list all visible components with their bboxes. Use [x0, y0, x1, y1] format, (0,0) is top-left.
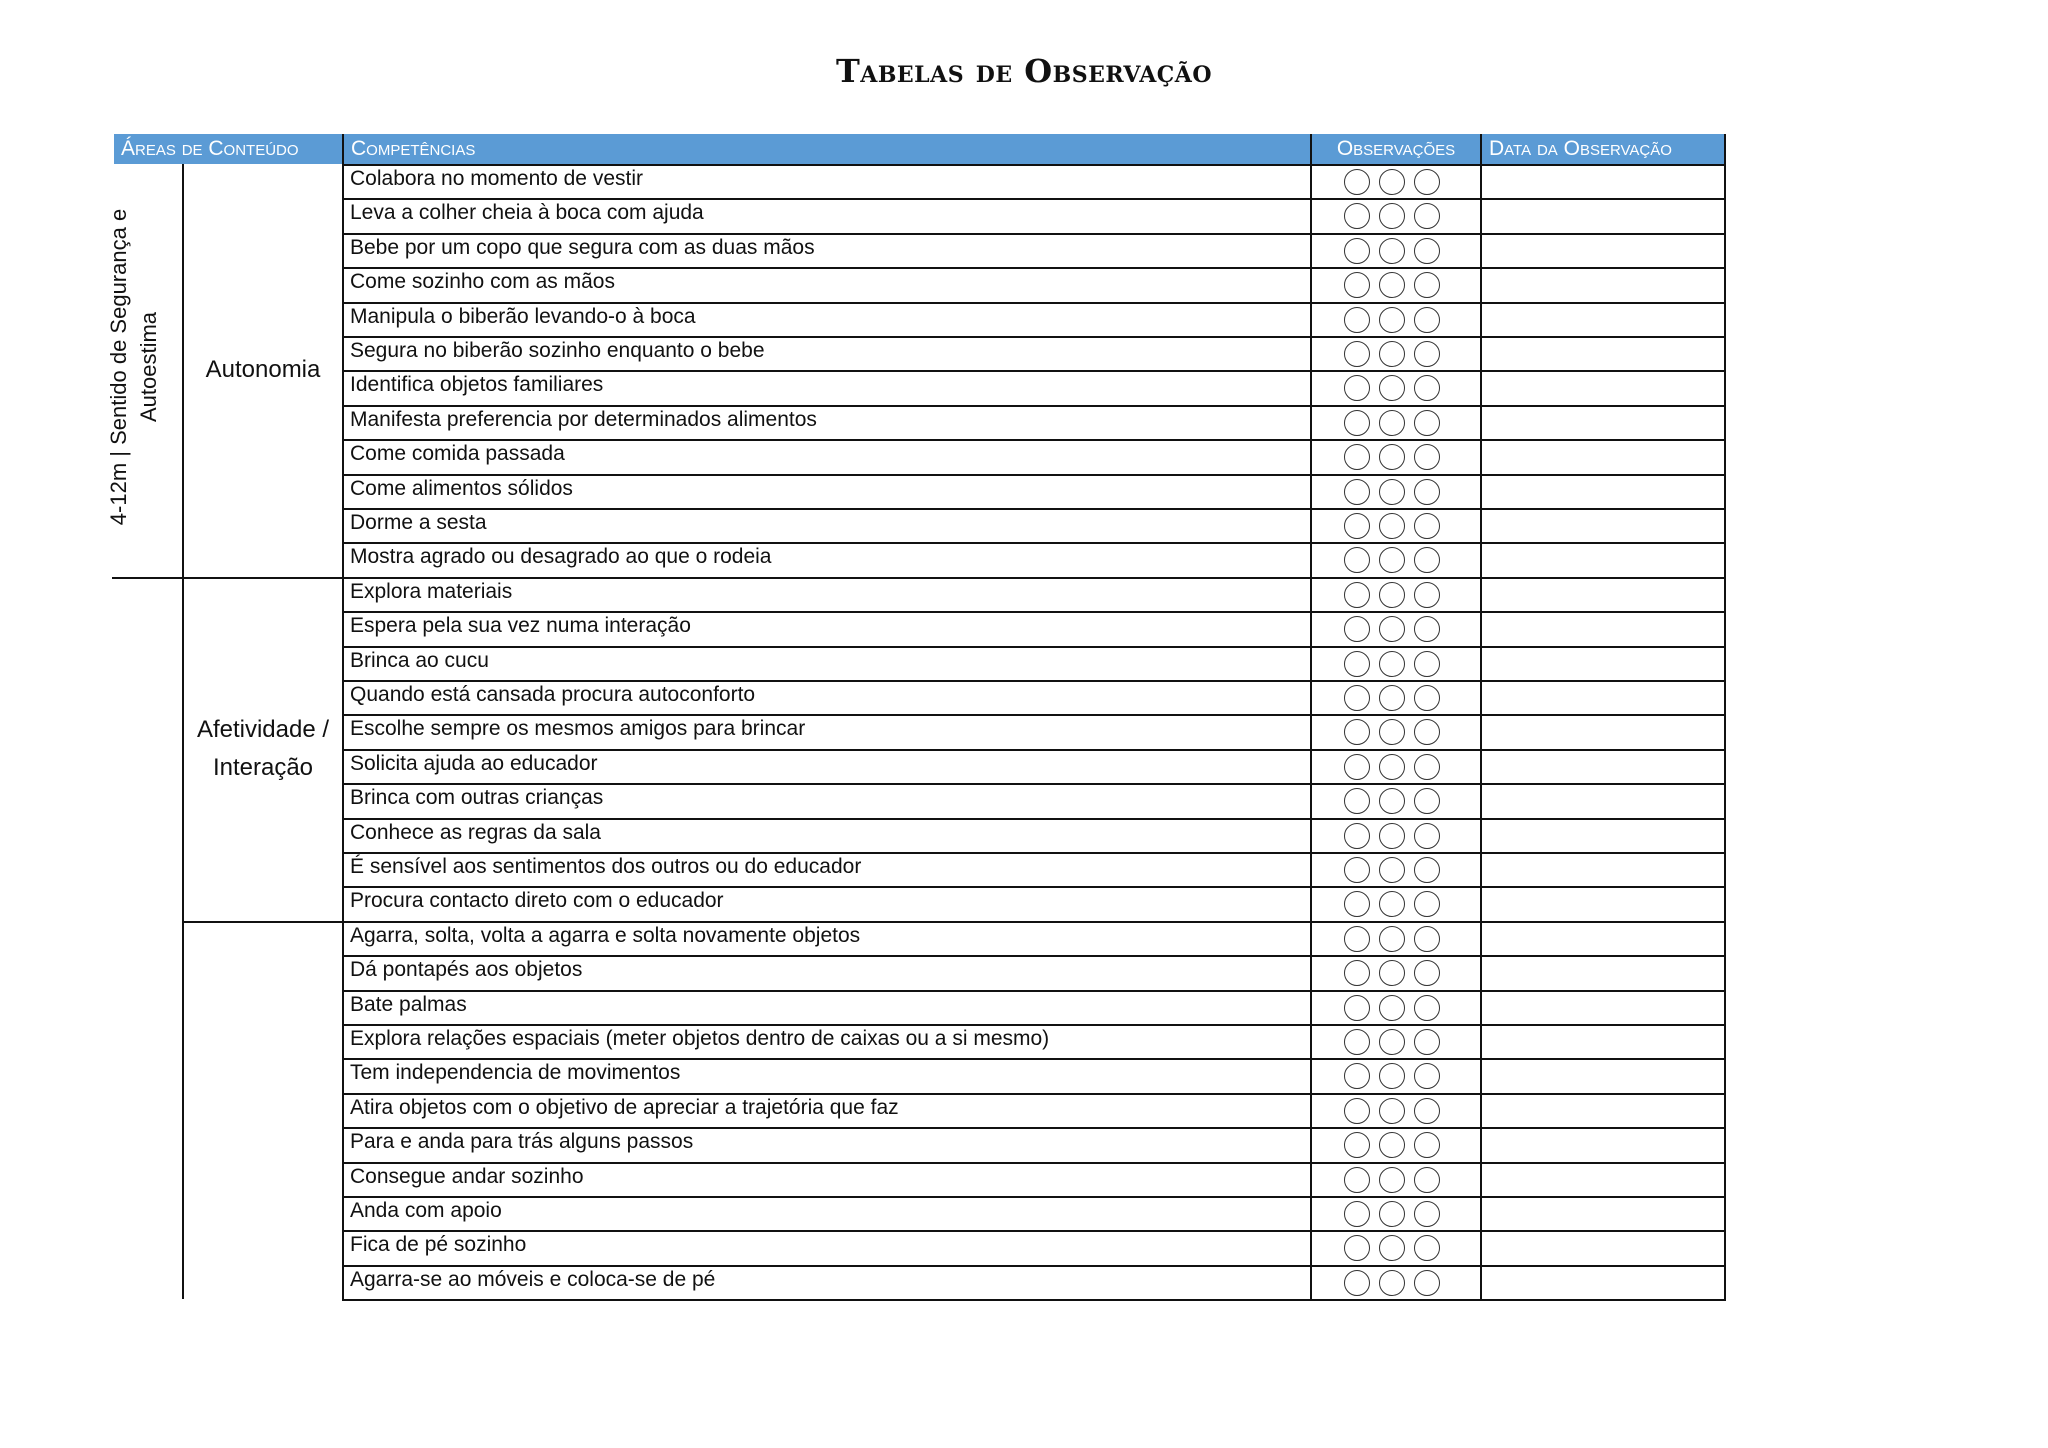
observation-radio[interactable] — [1379, 169, 1405, 195]
observation-options — [1344, 203, 1440, 229]
date-cell[interactable] — [1482, 304, 1724, 336]
observation-radio[interactable] — [1344, 685, 1370, 711]
page-title: Tabelas de Observação — [835, 52, 1213, 90]
observation-options — [1344, 960, 1440, 986]
observation-options — [1344, 857, 1440, 883]
area-line — [112, 577, 182, 579]
observation-radio[interactable] — [1414, 685, 1440, 711]
observation-radio[interactable] — [1414, 444, 1440, 470]
area-label: 4-12m | Sentido de Segurança e Autoestima — [106, 208, 161, 526]
observation-radio[interactable] — [1379, 513, 1405, 539]
date-cell[interactable] — [1482, 785, 1724, 817]
observation-radio[interactable] — [1379, 616, 1405, 642]
observation-radio[interactable] — [1414, 651, 1440, 677]
observation-radio[interactable] — [1344, 444, 1370, 470]
date-cell[interactable] — [1482, 648, 1724, 680]
observation-radio[interactable] — [1379, 444, 1405, 470]
observation-options — [1344, 1270, 1440, 1296]
observation-radio[interactable] — [1344, 203, 1370, 229]
observation-options — [1344, 616, 1440, 642]
competencia-text: Explora relações espaciais (meter objetos dentro de caixas ou a si mesmo) — [350, 1027, 1050, 1050]
competencia-text: Come alimentos sólidos — [350, 476, 573, 500]
observation-options — [1344, 788, 1440, 814]
observation-options — [1344, 547, 1440, 573]
observation-radio[interactable] — [1414, 1201, 1440, 1227]
date-cell[interactable] — [1482, 751, 1724, 783]
observation-radio[interactable] — [1414, 1167, 1440, 1193]
observation-radio[interactable] — [1414, 719, 1440, 745]
observation-radio[interactable] — [1344, 960, 1370, 986]
observation-radio[interactable] — [1344, 307, 1370, 333]
observation-radio[interactable] — [1379, 857, 1405, 883]
observation-radio[interactable] — [1379, 547, 1405, 573]
competencia-text: Mostra agrado ou desagrado ao que o rodeia — [350, 545, 772, 569]
observation-radio[interactable] — [1344, 410, 1370, 436]
observation-radio[interactable] — [1379, 307, 1405, 333]
observation-radio[interactable] — [1414, 479, 1440, 505]
observation-radio[interactable] — [1379, 651, 1405, 677]
observation-radio[interactable] — [1379, 719, 1405, 745]
date-cell[interactable] — [1482, 1095, 1724, 1127]
competencia-text: Atira objetos com o objetivo de apreciar a trajetória que faz — [350, 1095, 899, 1119]
date-cell[interactable] — [1482, 1198, 1724, 1230]
row-line — [342, 1299, 1726, 1301]
observation-radio[interactable] — [1344, 169, 1370, 195]
competencia-text: Manifesta preferencia por determinados alimentos — [350, 407, 817, 431]
observation-radio[interactable] — [1379, 1063, 1405, 1089]
date-cell[interactable] — [1482, 888, 1724, 920]
date-cell[interactable] — [1482, 854, 1724, 886]
observation-options — [1344, 651, 1440, 677]
observation-options — [1344, 582, 1440, 608]
observation-radio[interactable] — [1344, 891, 1370, 917]
observation-radio[interactable] — [1344, 375, 1370, 401]
date-cell[interactable] — [1482, 1026, 1724, 1058]
observation-options — [1344, 410, 1440, 436]
date-cell[interactable] — [1482, 923, 1724, 955]
observation-radio[interactable] — [1344, 1132, 1370, 1158]
observation-options — [1344, 1235, 1440, 1261]
observation-radio[interactable] — [1414, 307, 1440, 333]
competencia-text: Tem independencia de movimentos — [350, 1061, 681, 1085]
competencia-text: Anda com apoio — [350, 1199, 502, 1222]
observation-options — [1344, 754, 1440, 780]
subarea-label: Afetividade / Interação — [196, 715, 330, 781]
observation-radio[interactable] — [1344, 513, 1370, 539]
competencia-text: Come sozinho com as mãos — [350, 270, 615, 294]
observation-radio[interactable] — [1344, 788, 1370, 814]
observation-radio[interactable] — [1414, 891, 1440, 917]
observation-radio[interactable] — [1344, 995, 1370, 1021]
observation-radio[interactable] — [1344, 857, 1370, 883]
observation-radio[interactable] — [1344, 926, 1370, 952]
observation-radio[interactable] — [1344, 1063, 1370, 1089]
observation-options — [1344, 1132, 1440, 1158]
date-cell[interactable] — [1482, 1267, 1724, 1299]
competencia-text: Explora materiais — [350, 579, 513, 603]
date-cell[interactable] — [1482, 510, 1724, 542]
date-cell[interactable] — [1482, 166, 1724, 198]
observation-radio[interactable] — [1414, 995, 1440, 1021]
observation-radio[interactable] — [1414, 1132, 1440, 1158]
competencia-text: Agarra-se ao móveis e coloca-se de pé — [350, 1267, 716, 1291]
date-cell[interactable] — [1482, 992, 1724, 1024]
competencia-text: É sensível aos sentimentos dos outros ou do educador — [350, 855, 862, 878]
observation-radio[interactable] — [1379, 479, 1405, 505]
observation-radio[interactable] — [1414, 754, 1440, 780]
observation-radio[interactable] — [1379, 823, 1405, 849]
observation-radio[interactable] — [1414, 1063, 1440, 1089]
observation-options — [1344, 1098, 1440, 1124]
competencia-text: Colabora no momento de vestir — [350, 167, 643, 190]
observation-options — [1344, 513, 1440, 539]
grid-line — [342, 134, 344, 1299]
observation-radio[interactable] — [1344, 238, 1370, 264]
observation-radio[interactable] — [1414, 582, 1440, 608]
competencia-text: Procura contacto direto com o educador — [350, 889, 724, 913]
observation-radio[interactable] — [1414, 341, 1440, 367]
date-cell[interactable] — [1482, 1164, 1724, 1196]
observation-radio[interactable] — [1379, 203, 1405, 229]
observation-radio[interactable] — [1344, 823, 1370, 849]
competencia-text: Identifica objetos familiares — [350, 373, 604, 397]
observation-radio[interactable] — [1379, 1098, 1405, 1124]
observation-radio[interactable] — [1344, 616, 1370, 642]
observation-radio[interactable] — [1414, 1270, 1440, 1296]
date-cell[interactable] — [1482, 820, 1724, 852]
header-competencias: Competências — [344, 134, 1310, 164]
observation-radio[interactable] — [1414, 823, 1440, 849]
date-cell[interactable] — [1482, 441, 1724, 473]
observation-radio[interactable] — [1344, 341, 1370, 367]
date-cell[interactable] — [1482, 407, 1724, 439]
observation-radio[interactable] — [1414, 1098, 1440, 1124]
observation-options — [1344, 926, 1440, 952]
date-cell[interactable] — [1482, 1129, 1724, 1161]
date-cell[interactable] — [1482, 476, 1724, 508]
competencia-text: Fica de pé sozinho — [350, 1233, 527, 1257]
observation-radio[interactable] — [1344, 582, 1370, 608]
observation-options — [1344, 1063, 1440, 1089]
competencia-text: Solicita ajuda ao educador — [350, 751, 598, 775]
observation-radio[interactable] — [1414, 410, 1440, 436]
date-cell[interactable] — [1482, 235, 1724, 267]
competencia-text: Quando está cansada procura autoconforto — [350, 683, 756, 706]
competencia-text: Espera pela sua vez numa interação — [350, 614, 691, 638]
observation-radio[interactable] — [1379, 960, 1405, 986]
date-cell[interactable] — [1482, 544, 1724, 576]
observation-radio[interactable] — [1414, 238, 1440, 264]
date-cell[interactable] — [1482, 1232, 1724, 1264]
observation-radio[interactable] — [1379, 926, 1405, 952]
observation-options — [1344, 685, 1440, 711]
observation-radio[interactable] — [1379, 995, 1405, 1021]
observation-radio[interactable] — [1344, 1201, 1370, 1227]
observation-options — [1344, 1201, 1440, 1227]
observation-radio[interactable] — [1344, 1098, 1370, 1124]
observation-radio[interactable] — [1379, 685, 1405, 711]
observation-radio[interactable] — [1414, 788, 1440, 814]
observation-radio[interactable] — [1379, 341, 1405, 367]
observation-radio[interactable] — [1344, 479, 1370, 505]
observation-radio[interactable] — [1379, 238, 1405, 264]
observation-options — [1344, 341, 1440, 367]
observation-radio[interactable] — [1414, 272, 1440, 298]
observation-radio[interactable] — [1414, 1029, 1440, 1055]
competencia-text: Manipula o biberão levando-o à boca — [350, 304, 696, 328]
observation-radio[interactable] — [1379, 1235, 1405, 1261]
observation-radio[interactable] — [1344, 719, 1370, 745]
competencia-text: Bebe por um copo que segura com as duas mãos — [350, 235, 815, 259]
observation-radio[interactable] — [1379, 1167, 1405, 1193]
header-data: Data da Observação — [1482, 134, 1726, 164]
competencia-text: Agarra, solta, volta a agarra e solta novamente objetos — [350, 923, 861, 947]
competencia-text: Consegue andar sozinho — [350, 1164, 584, 1188]
observation-radio[interactable] — [1414, 169, 1440, 195]
observation-radio[interactable] — [1344, 651, 1370, 677]
header-areas: Áreas de Conteúdo — [114, 134, 342, 164]
observation-radio[interactable] — [1379, 582, 1405, 608]
competencia-text: Bate palmas — [350, 992, 467, 1016]
observation-radio[interactable] — [1379, 1029, 1405, 1055]
observation-radio[interactable] — [1414, 926, 1440, 952]
date-cell[interactable] — [1482, 613, 1724, 645]
observation-options — [1344, 719, 1440, 745]
competencia-text: Dá pontapés aos objetos — [350, 958, 583, 982]
competencia-text: Brinca ao cucu — [350, 648, 489, 672]
grid-line — [1724, 134, 1726, 1301]
subarea-label: Autonomia — [205, 356, 321, 384]
observation-radio[interactable] — [1414, 960, 1440, 986]
observation-options — [1344, 238, 1440, 264]
subarea-line — [182, 921, 342, 923]
observation-options — [1344, 823, 1440, 849]
observation-radio[interactable] — [1344, 272, 1370, 298]
competencia-text: Conhece as regras da sala — [350, 820, 601, 844]
observation-options — [1344, 1167, 1440, 1193]
observation-radio[interactable] — [1344, 547, 1370, 573]
observation-options — [1344, 479, 1440, 505]
observation-radio[interactable] — [1379, 891, 1405, 917]
date-cell[interactable] — [1482, 682, 1724, 714]
date-cell[interactable] — [1482, 716, 1724, 748]
subarea-line — [182, 577, 342, 579]
observation-radio[interactable] — [1379, 375, 1405, 401]
observation-table — [106, 134, 1726, 1308]
observation-radio[interactable] — [1414, 203, 1440, 229]
competencia-text: Segura no biberão sozinho enquanto o bebe — [350, 339, 765, 362]
observation-options — [1344, 444, 1440, 470]
competencia-text: Escolhe sempre os mesmos amigos para brincar — [350, 717, 806, 741]
date-cell[interactable] — [1482, 338, 1724, 370]
observation-options — [1344, 272, 1440, 298]
observation-radio[interactable] — [1344, 1235, 1370, 1261]
observation-options — [1344, 375, 1440, 401]
observation-radio[interactable] — [1379, 1132, 1405, 1158]
observation-radio[interactable] — [1344, 1029, 1370, 1055]
observation-radio[interactable] — [1379, 410, 1405, 436]
grid-line — [1310, 134, 1312, 1299]
competencia-text: Come comida passada — [350, 442, 565, 466]
observation-options — [1344, 307, 1440, 333]
date-cell[interactable] — [1482, 579, 1724, 611]
observation-radio[interactable] — [1344, 754, 1370, 780]
header-observacoes: Observações — [1312, 134, 1480, 164]
competencia-text: Dorme a sesta — [350, 511, 487, 534]
observation-radio[interactable] — [1379, 1270, 1405, 1296]
date-cell[interactable] — [1482, 957, 1724, 989]
observation-radio[interactable] — [1379, 788, 1405, 814]
observation-radio[interactable] — [1414, 375, 1440, 401]
observation-radio[interactable] — [1414, 1235, 1440, 1261]
date-cell[interactable] — [1482, 200, 1724, 232]
observation-radio[interactable] — [1344, 1270, 1370, 1296]
observation-radio[interactable] — [1379, 272, 1405, 298]
observation-radio[interactable] — [1414, 616, 1440, 642]
observation-radio[interactable] — [1414, 547, 1440, 573]
date-cell[interactable] — [1482, 269, 1724, 301]
date-cell[interactable] — [1482, 372, 1724, 404]
observation-radio[interactable] — [1379, 754, 1405, 780]
observation-radio[interactable] — [1379, 1201, 1405, 1227]
competencia-text: Leva a colher cheia à boca com ajuda — [350, 201, 704, 225]
observation-options — [1344, 891, 1440, 917]
competencia-text: Para e anda para trás alguns passos — [350, 1130, 694, 1154]
observation-options — [1344, 1029, 1440, 1055]
observation-radio[interactable] — [1414, 857, 1440, 883]
competencia-text: Brinca com outras crianças — [350, 786, 604, 810]
observation-options — [1344, 995, 1440, 1021]
observation-radio[interactable] — [1414, 513, 1440, 539]
observation-radio[interactable] — [1344, 1167, 1370, 1193]
observation-options — [1344, 169, 1440, 195]
date-cell[interactable] — [1482, 1060, 1724, 1092]
